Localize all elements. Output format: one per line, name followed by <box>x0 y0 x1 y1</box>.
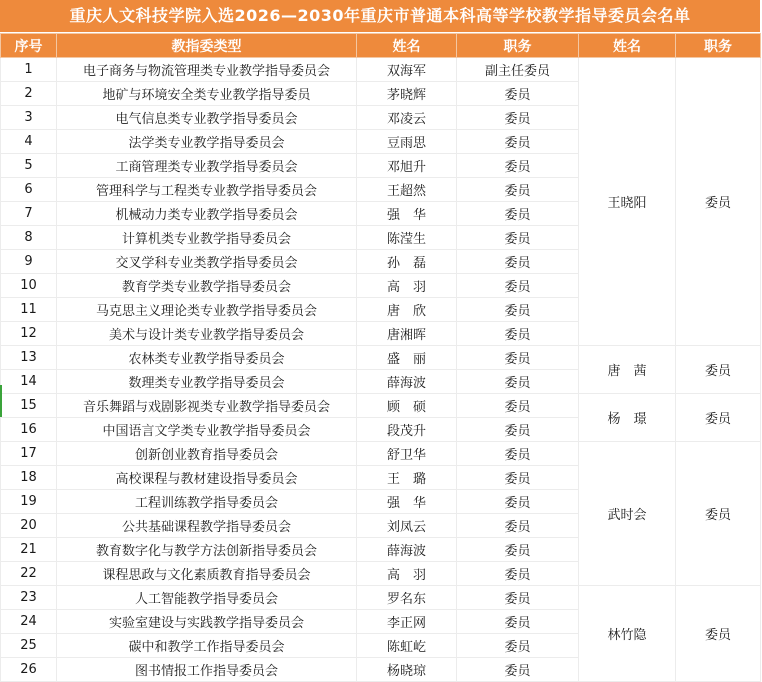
cell-name[interactable]: 高 羽 <box>357 562 457 586</box>
cell-type[interactable]: 工商管理类专业教学指导委员会 <box>57 154 357 178</box>
cell-role[interactable]: 委员 <box>457 226 579 250</box>
cell-seq[interactable]: 26 <box>1 658 57 682</box>
cell-role[interactable]: 委员 <box>457 202 579 226</box>
cell-name[interactable]: 李正网 <box>357 610 457 634</box>
cell-role[interactable]: 委员 <box>457 394 579 418</box>
table-row <box>1 58 761 82</box>
cell-role-2[interactable]: 委员 <box>676 58 761 346</box>
cell-name[interactable]: 薛海波 <box>357 370 457 394</box>
cell-role[interactable]: 委员 <box>457 82 579 106</box>
cell-type[interactable]: 人工智能教学指导委员会 <box>57 586 357 610</box>
table-row <box>1 394 761 418</box>
cell-type[interactable]: 创新创业教育指导委员会 <box>57 442 357 466</box>
header-name[interactable]: 姓名 <box>357 34 457 58</box>
cell-name-2[interactable]: 王晓阳 <box>579 58 676 346</box>
cell-role[interactable]: 委员 <box>457 250 579 274</box>
cell-seq[interactable]: 23 <box>1 586 57 610</box>
cell-role[interactable]: 委员 <box>457 562 579 586</box>
cell-type[interactable]: 农林类专业教学指导委员会 <box>57 346 357 370</box>
cell-role-2[interactable]: 委员 <box>676 586 761 682</box>
cell-role[interactable]: 委员 <box>457 490 579 514</box>
cell-seq[interactable]: 7 <box>1 202 57 226</box>
row-marker <box>0 385 2 417</box>
cell-type[interactable]: 教育学类专业教学指导委员会 <box>57 274 357 298</box>
cell-type[interactable]: 高校课程与教材建设指导委员会 <box>57 466 357 490</box>
header-role[interactable]: 职务 <box>457 34 579 58</box>
cell-name[interactable]: 强 华 <box>357 202 457 226</box>
cell-name[interactable]: 豆雨思 <box>357 130 457 154</box>
cell-type[interactable]: 音乐舞蹈与戏剧影视类专业教学指导委员会 <box>57 394 357 418</box>
cell-name[interactable]: 段茂升 <box>357 418 457 442</box>
cell-type[interactable]: 工程训练教学指导委员会 <box>57 490 357 514</box>
cell-type[interactable]: 数理类专业教学指导委员会 <box>57 370 357 394</box>
cell-seq[interactable]: 5 <box>1 154 57 178</box>
sheet-title: 重庆人文科技学院入选2026—2030年重庆市普通本科高等学校教学指导委员会名单 <box>0 0 760 33</box>
cell-name[interactable]: 邓凌云 <box>357 106 457 130</box>
cell-role-2[interactable]: 委员 <box>676 442 761 586</box>
header-row <box>1 34 761 58</box>
table-row <box>1 586 761 610</box>
table-row <box>1 346 761 370</box>
cell-type[interactable]: 图书情报工作指导委员会 <box>57 658 357 682</box>
cell-seq[interactable]: 12 <box>1 322 57 346</box>
cell-role[interactable]: 副主任委员 <box>457 58 579 82</box>
cell-name[interactable]: 刘凤云 <box>357 514 457 538</box>
cell-type[interactable]: 电气信息类专业教学指导委员会 <box>57 106 357 130</box>
cell-seq[interactable]: 19 <box>1 490 57 514</box>
cell-name[interactable]: 唐湘晖 <box>357 322 457 346</box>
cell-name-2[interactable]: 武时会 <box>579 442 676 586</box>
cell-name[interactable]: 茅晓辉 <box>357 82 457 106</box>
cell-role[interactable]: 委员 <box>457 514 579 538</box>
cell-type[interactable]: 碳中和教学工作指导委员会 <box>57 634 357 658</box>
cell-name-2[interactable]: 杨 璟 <box>579 394 676 442</box>
cell-name[interactable]: 高 羽 <box>357 274 457 298</box>
cell-seq[interactable]: 16 <box>1 418 57 442</box>
cell-seq[interactable]: 2 <box>1 82 57 106</box>
cell-role[interactable]: 委员 <box>457 370 579 394</box>
cell-seq[interactable]: 22 <box>1 562 57 586</box>
cell-seq[interactable]: 6 <box>1 178 57 202</box>
cell-name[interactable]: 双海军 <box>357 58 457 82</box>
cell-name[interactable]: 唐 欣 <box>357 298 457 322</box>
cell-role[interactable]: 委员 <box>457 538 579 562</box>
cell-seq[interactable]: 25 <box>1 634 57 658</box>
cell-role[interactable]: 委员 <box>457 106 579 130</box>
header-role-2[interactable]: 职务 <box>676 34 761 58</box>
cell-type[interactable]: 公共基础课程教学指导委员会 <box>57 514 357 538</box>
cell-name[interactable]: 孙 磊 <box>357 250 457 274</box>
cell-role[interactable]: 委员 <box>457 154 579 178</box>
cell-role-2[interactable]: 委员 <box>676 346 761 394</box>
cell-role[interactable]: 委员 <box>457 298 579 322</box>
cell-name[interactable]: 顾 硕 <box>357 394 457 418</box>
cell-role[interactable]: 委员 <box>457 130 579 154</box>
cell-seq[interactable]: 20 <box>1 514 57 538</box>
cell-seq[interactable]: 14 <box>1 370 57 394</box>
cell-role[interactable]: 委员 <box>457 346 579 370</box>
cell-seq[interactable]: 8 <box>1 226 57 250</box>
cell-role[interactable]: 委员 <box>457 418 579 442</box>
cell-role[interactable]: 委员 <box>457 178 579 202</box>
cell-type[interactable]: 美术与设计类专业教学指导委员会 <box>57 322 357 346</box>
cell-type[interactable]: 马克思主义理论类专业教学指导委员会 <box>57 298 357 322</box>
cell-role[interactable]: 委员 <box>457 322 579 346</box>
cell-role[interactable]: 委员 <box>457 274 579 298</box>
cell-name[interactable]: 薛海波 <box>357 538 457 562</box>
cell-name[interactable]: 邓旭升 <box>357 154 457 178</box>
cell-seq[interactable]: 10 <box>1 274 57 298</box>
cell-role[interactable]: 委员 <box>457 634 579 658</box>
cell-role[interactable]: 委员 <box>457 610 579 634</box>
cell-name[interactable]: 杨晓琼 <box>357 658 457 682</box>
cell-role-2[interactable]: 委员 <box>676 394 761 442</box>
cell-name[interactable]: 陈滢生 <box>357 226 457 250</box>
cell-name-2[interactable]: 林竹隐 <box>579 586 676 682</box>
cell-seq[interactable]: 21 <box>1 538 57 562</box>
committee-table <box>0 33 761 682</box>
cell-name-2[interactable]: 唐 茜 <box>579 346 676 394</box>
cell-name[interactable]: 盛 丽 <box>357 346 457 370</box>
cell-name[interactable]: 王 璐 <box>357 466 457 490</box>
cell-name[interactable]: 舒卫华 <box>357 442 457 466</box>
cell-seq[interactable]: 3 <box>1 106 57 130</box>
header-seq[interactable]: 序号 <box>1 34 57 58</box>
cell-name[interactable]: 罗名东 <box>357 586 457 610</box>
cell-type[interactable]: 教育数字化与教学方法创新指导委员会 <box>57 538 357 562</box>
cell-type[interactable]: 课程思政与文化素质教育指导委员会 <box>57 562 357 586</box>
cell-role[interactable]: 委员 <box>457 658 579 682</box>
cell-seq[interactable]: 11 <box>1 298 57 322</box>
cell-type[interactable]: 中国语言文学类专业教学指导委员会 <box>57 418 357 442</box>
cell-name[interactable]: 王超然 <box>357 178 457 202</box>
cell-role[interactable]: 委员 <box>457 466 579 490</box>
cell-seq[interactable]: 18 <box>1 466 57 490</box>
cell-seq[interactable]: 4 <box>1 130 57 154</box>
cell-role[interactable]: 委员 <box>457 442 579 466</box>
cell-type[interactable]: 机械动力类专业教学指导委员会 <box>57 202 357 226</box>
cell-type[interactable]: 地矿与环境安全类专业教学指导委员 <box>57 82 357 106</box>
cell-seq[interactable]: 17 <box>1 442 57 466</box>
cell-seq[interactable]: 9 <box>1 250 57 274</box>
header-name-2[interactable]: 姓名 <box>579 34 676 58</box>
cell-type[interactable]: 实验室建设与实践教学指导委员会 <box>57 610 357 634</box>
cell-seq[interactable]: 1 <box>1 58 57 82</box>
cell-seq[interactable]: 15 <box>1 394 57 418</box>
cell-type[interactable]: 法学类专业教学指导委员会 <box>57 130 357 154</box>
cell-role[interactable]: 委员 <box>457 586 579 610</box>
cell-type[interactable]: 电子商务与物流管理类专业教学指导委员会 <box>57 58 357 82</box>
table-row <box>1 442 761 466</box>
cell-seq[interactable]: 13 <box>1 346 57 370</box>
cell-type[interactable]: 管理科学与工程类专业教学指导委员会 <box>57 178 357 202</box>
header-type[interactable]: 教指委类型 <box>57 34 357 58</box>
cell-name[interactable]: 强 华 <box>357 490 457 514</box>
cell-seq[interactable]: 24 <box>1 610 57 634</box>
cell-type[interactable]: 计算机类专业教学指导委员会 <box>57 226 357 250</box>
cell-type[interactable]: 交叉学科专业类教学指导委员会 <box>57 250 357 274</box>
cell-name[interactable]: 陈虹屹 <box>357 634 457 658</box>
